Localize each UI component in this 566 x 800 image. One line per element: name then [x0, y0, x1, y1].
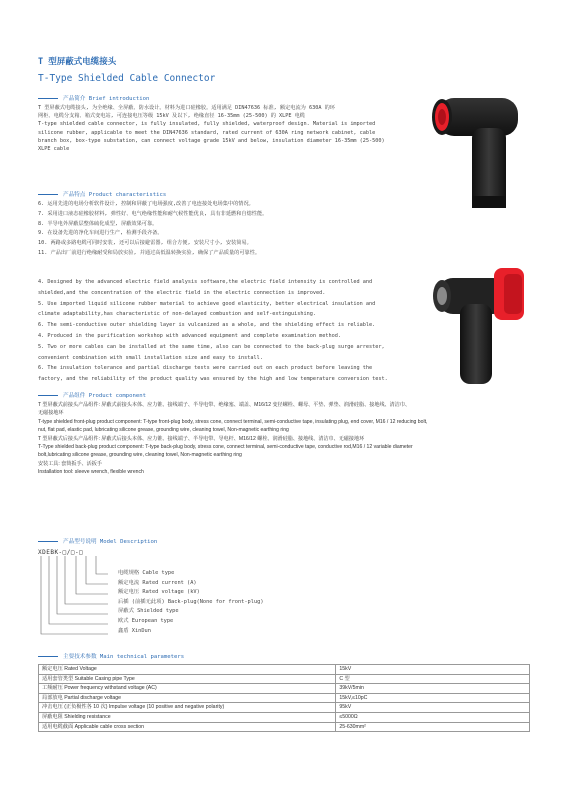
component-line: T-type shielded front-plug product component: T-type front-plug body, stress cone, connect terminal, semi-conductive tape, insulating plug, end cover, M16 / 12 reducing bolt,	[38, 418, 428, 425]
component-heading-text: 产品组件 Product component	[63, 393, 146, 399]
intro-text	[38, 104, 418, 153]
param-name: 屏蔽电阻 Shielding resistance	[39, 712, 336, 722]
table-row	[39, 674, 530, 684]
char-line: 8. 半导电外屏蔽层整体硫化成型, 屏蔽效果可靠。	[38, 220, 158, 227]
char-line: 9. 在设备先进的净化车间进行生产, 检测手段齐备。	[38, 230, 163, 237]
heading-rule	[38, 194, 58, 195]
intro-heading	[38, 94, 149, 102]
char-line: 11. 产品出厂前进行绝缘耐受和局放实验, 并通过高低温转换实验, 确保了产品质量的可靠性。	[38, 249, 261, 256]
intro-line: XLPE cable	[38, 146, 70, 153]
intro-line: branch box, box-type substation, can connect voltage grade 15kV and below, insulation diameter 16-35mm (25-500)	[38, 137, 385, 144]
param-name: 工频耐压 Power frequency withstand voltage (AC)	[39, 684, 336, 694]
heading-rule	[38, 395, 58, 396]
char-en-line: climate adaptability,has characteristic of non-delayed combustion and self-extinguishing.	[38, 311, 316, 318]
param-value: 95kV	[336, 703, 530, 713]
char-en-line: convenient combination with small installation size and easy to install.	[38, 354, 263, 361]
model-heading-text: 产品型号说明 Model Description	[63, 539, 158, 545]
table-row	[39, 712, 530, 722]
char-line: 10. 两路或多路电缆可同时安装, 还可以后接避雷器, 组合方便, 安装尺寸小, 安装简易。	[38, 240, 252, 247]
component-line: nut, flat pad, elastic pad, lubricating silicone grease, grounding wire, cleaning towel, Non-magnetic earthing ring	[38, 427, 289, 434]
component-line: T 型屏蔽式前接头产品组件: 屏蔽式前接头本体、应力锥、接线端子、半导电带、绝缘塞、端盖、M16/12 变径螺栓、螺母、平垫、弹垫、润滑硅脂、接地线、清洁巾、	[38, 402, 411, 408]
table-row	[39, 693, 530, 703]
component-heading	[38, 391, 146, 399]
char-en-line: 4. Produced in the purification workshop with advanced equipment and complete examination method.	[38, 332, 341, 339]
model-heading	[38, 537, 157, 545]
component-line: T-Type shielded back-plug product component: T-type back-plug body, stress cone, connect terminal, semi-conductive tape, conductive rod,M16 / 12 variable diameter	[38, 444, 413, 451]
table-row	[39, 703, 530, 713]
characteristics-cn	[38, 200, 408, 259]
char-en-line: factory, and the reliability of the product quality was ensured by the high and low temperature conversion test.	[38, 376, 388, 383]
char-line: 7. 采用进口液态硅橡胶材料, 弹性好、电气绝缘性能和耐气候性能优良, 具有非延燃和自熄性能。	[38, 210, 268, 217]
component-line: Installation tool: sleeve wrench, flexible wrench	[38, 469, 144, 476]
param-value: 25-630mm²	[336, 722, 530, 732]
model-code: XDEBK-□/□-□	[38, 549, 84, 556]
char-en-line: shielded,and the concentration of the electric field in the electric connection is improved.	[38, 289, 326, 296]
char-en-line: 4. Designed by the advanced electric field analysis software,the electric field intensity is controlled and	[38, 279, 373, 285]
heading-rule	[38, 656, 58, 657]
component-line: T 型屏蔽式后接头产品组件: 屏蔽式后接头本体、应力锥、接线端子、半导电带、导电杆、M16/12 螺栓、润滑硅脂、接地线、清洁巾、无磁接地环	[38, 435, 365, 442]
model-item: 额定电压 Rated voltage (kV)	[118, 589, 200, 596]
component-line: 无磁接地环	[38, 410, 64, 417]
param-value: 15kV	[336, 665, 530, 675]
char-en-line: 6. The insulation tolerance and partial discharge tests were carried out on each product before leaving the	[38, 365, 373, 372]
param-name: 局部放电 Partial discharge voltage	[39, 693, 336, 703]
param-name: 冲击电压 (正负极性各 10 次) Impulse voltage (10 positive and negative polarity)	[39, 703, 336, 713]
model-connector-lines	[38, 556, 108, 636]
product-photo-back-plug	[424, 238, 534, 388]
component-text	[38, 401, 548, 477]
char-en-line: 5. Use imported liquid silicone rubber material to achieve good elasticity, better electrical insulation and	[38, 300, 376, 307]
param-name: 适用电缆截面 Applicable cable cross section	[39, 722, 336, 732]
params-heading	[38, 652, 184, 660]
param-value: ≤5000Ω	[336, 712, 530, 722]
intro-line: T-type shielded cable connector, is fully insulated, fully shielded, waterproof design. Material is imported	[38, 121, 376, 128]
param-name: 适用套管类型 Suitable Casing pipe Type	[39, 674, 336, 684]
characteristics-heading	[38, 190, 166, 198]
param-name: 额定电压 Rated Voltage	[39, 665, 336, 675]
intro-heading-text: 产品简介 Brief introduction	[63, 96, 150, 102]
char-line: 6. 运用先进的电场分析软件设计, 控制和屏蔽了电场强度,改善了电连接处电场集中的情况。	[38, 201, 254, 207]
component-line: bolt,lubricating silicone grease, grounding wire, cleaning towel, Non-magnetic earthing ring	[38, 452, 242, 459]
table-row	[39, 722, 530, 732]
component-line: 安装工具: 套筒扳手、活扳手	[38, 460, 102, 467]
intro-line: T 型屏蔽式电缆接头, 为全绝缘、全屏蔽、防水设计。材料为进口硅橡胶。适用满足 DIN47636 标准, 额定电流为 630A 的环	[38, 105, 335, 111]
model-item: 后插 (前插无此项) Back-plug(None for front-plug)	[118, 598, 264, 605]
heading-rule	[38, 541, 58, 542]
table-row	[39, 684, 530, 694]
page-title-en: T-Type Shielded Cable Connector	[38, 73, 216, 84]
param-value: 15kV,≤10pC	[336, 693, 530, 703]
model-item: 欧式 European type	[118, 617, 174, 624]
model-item: 屏蔽式 Shielded type	[118, 608, 179, 615]
char-en-line: 6. The semi-conductive outer shielding layer is vulcanized as a whole, and the shielding effect is reliable.	[38, 322, 376, 329]
intro-line: silicone rubber, applicable to meet the DIN47636 standard, rated current of 630A ring network cabinet, cable	[38, 129, 376, 136]
params-table	[38, 664, 530, 732]
product-photo-front-plug	[420, 78, 530, 213]
intro-line: 网柜、电缆分支箱、箱式变电站, 可连接电压等级 15kV 及以下, 绝缘直径 16-35mm (25-500) 的 XLPE 电缆	[38, 113, 305, 120]
table-row	[39, 665, 530, 675]
param-value: 39kV/5min	[336, 684, 530, 694]
heading-rule	[38, 98, 58, 99]
model-item: 鑫盾 XinDun	[118, 627, 151, 634]
model-items	[118, 569, 264, 636]
param-value: C 型	[336, 674, 530, 684]
characteristics-en	[38, 277, 418, 385]
page-title-cn: T 型屏蔽式电缆接头	[38, 57, 117, 67]
char-en-line: 5. Two or more cables can be installed at the same time, also can be connected to the back-plug surge arrester,	[38, 343, 385, 350]
params-heading-text: 主要技术参数 Main technical parameters	[63, 654, 185, 660]
characteristics-heading-text: 产品特点 Product characteristics	[63, 192, 167, 198]
model-item: 额定电流 Rated current (A)	[118, 579, 197, 586]
model-item: 电缆规格 Cable type	[118, 570, 175, 576]
